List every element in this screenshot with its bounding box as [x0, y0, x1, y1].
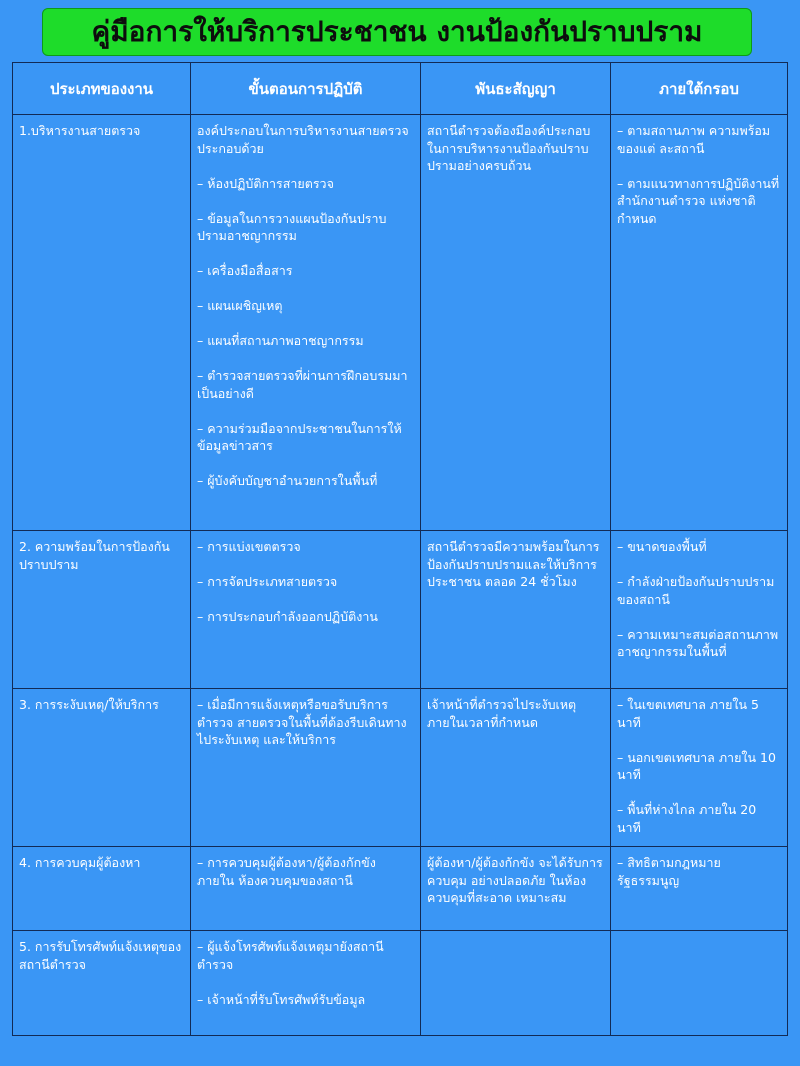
cell-text: 3. การระงับเหตุ/ให้บริการ: [19, 697, 159, 712]
cell-work-type: [13, 847, 191, 931]
cell-text: – เมื่อมีการแจ้งเหตุหรือขอรับบริการตำรวจ สายตรวจในพื้นที่ต้องรีบเดินทางไประงับเหตุ และให้บริการ: [197, 697, 407, 747]
cell-text: – การจัดประเภทสายตรวจ: [197, 574, 338, 589]
cell-text: – ห้องปฏิบัติการสายตรวจ: [197, 175, 334, 191]
cell-text: ผู้ต้องหา/ผู้ต้องกักขัง จะได้รับการควบคุม อย่างปลอดภัย ในห้องควบคุมที่สะอาด เหมาะสม: [427, 855, 603, 905]
cell-commitment: [421, 531, 611, 689]
cell-procedure: [191, 689, 421, 847]
service-manual-table: [12, 62, 788, 1036]
cell-framework: [611, 115, 788, 531]
cell-text: – ผู้บังคับบัญชาอำนวยการในพื้นที่: [197, 473, 378, 488]
cell-framework: [611, 531, 788, 689]
cell-text: – นอกเขตเทศบาล ภายใน 10 นาที: [617, 749, 776, 782]
cell-text: – ตามแนวทางการปฏิบัติงานที่ สำนักงานตำรวจ แห่งชาติกำหนด: [617, 175, 780, 226]
table-row: [13, 689, 788, 847]
cell-text: – ความร่วมมือจากประชาชนในการให้ข้อมูลข่าวสาร: [197, 420, 402, 453]
header-commitment: พันธะสัญญา: [421, 63, 611, 115]
cell-commitment: [421, 847, 611, 931]
cell-text: – ในเขตเทศบาล ภายใน 5 นาที: [617, 697, 759, 730]
cell-text: – เครื่องมือสื่อสาร: [197, 263, 293, 278]
table-row: [13, 531, 788, 689]
cell-work-type: [13, 115, 191, 531]
cell-work-type: [13, 931, 191, 1036]
cell-commitment: [421, 115, 611, 531]
cell-text: – ความเหมาะสมต่อสถานภาพ อาชญากรรมในพื้นที่: [617, 626, 779, 659]
table-row: [13, 115, 788, 531]
cell-text: – ตำรวจสายตรวจที่ผ่านการฝึกอบรมมาเป็นอย่างดี: [197, 368, 408, 401]
cell-text: – พื้นที่ห่างไกล ภายใน 20 นาที: [617, 802, 757, 835]
cell-text: – การควบคุมผู้ต้องหา/ผู้ต้องกักขัง ภายใน ห้องควบคุมของสถานี: [197, 855, 376, 888]
cell-commitment: [421, 931, 611, 1036]
header-work-type: ประเภทของงาน: [13, 63, 191, 115]
cell-framework: [611, 847, 788, 931]
cell-text: เจ้าหน้าที่ตำรวจไประงับเหตุภายในเวลาที่กำหนด: [427, 697, 577, 730]
table-row: [13, 847, 788, 931]
title-banner: [42, 8, 752, 56]
cell-text: 4. การควบคุมผู้ต้องหา: [19, 855, 141, 870]
cell-framework: [611, 931, 788, 1036]
cell-work-type: [13, 689, 191, 847]
cell-text: – กำลังฝ่ายป้องกันปราบปรามของสถานี: [617, 574, 775, 607]
cell-text: – การแบ่งเขตตรวจ: [197, 539, 301, 554]
cell-text: 1.บริหารงานสายตรวจ: [19, 123, 141, 138]
header-framework: ภายใต้กรอบ: [611, 63, 788, 115]
cell-text: สถานีตำรวจมีความพร้อมในการป้องกันปราบปรามและให้บริการประชาชน ตลอด 24 ชั่วโมง: [427, 539, 600, 589]
cell-text: – ผู้แจ้งโทรศัพท์แจ้งเหตุมายังสถานีตำรวจ: [197, 939, 384, 972]
cell-text: – การประกอบกำลังออกปฏิบัติงาน: [197, 609, 378, 624]
cell-text: สถานีตำรวจต้องมีองค์ประกอบในการบริหารงานป้องกันปราบปรามอย่างครบถ้วน: [427, 123, 591, 173]
page-title: คู่มือการให้บริการประชาชน งานป้องกันปราบปราม: [91, 15, 703, 48]
cell-procedure: [191, 931, 421, 1036]
cell-work-type: [13, 531, 191, 689]
cell-text: องค์ประกอบในการบริหารงานสายตรวจประกอบด้วย: [197, 123, 409, 156]
table-header-row: [13, 63, 788, 115]
cell-text: – แผนเผชิญเหตุ: [197, 298, 283, 313]
table-row: [13, 931, 788, 1036]
cell-text: – สิทธิตามกฎหมายรัฐธรรมนูญ: [617, 855, 721, 888]
cell-text: – เจ้าหน้าที่รับโทรศัพท์รับข้อมูล: [197, 991, 366, 1007]
cell-text: 2. ความพร้อมในการป้องกันปราบปราม: [19, 539, 170, 572]
cell-text: – ตามสถานภาพ ความพร้อมของแต่ ละสถานี: [617, 123, 771, 156]
cell-text: – ข้อมูลในการวางแผนป้องกันปราบปรามอาชญากรรม: [197, 210, 387, 243]
cell-text: 5. การรับโทรศัพท์แจ้งเหตุของสถานีตำรวจ: [19, 939, 182, 972]
cell-procedure: [191, 847, 421, 931]
cell-text: – ขนาดของพื้นที่: [617, 539, 707, 554]
cell-commitment: [421, 689, 611, 847]
header-procedure: ขั้นตอนการปฏิบัติ: [191, 63, 421, 115]
cell-procedure: [191, 115, 421, 531]
cell-procedure: [191, 531, 421, 689]
cell-framework: [611, 689, 788, 847]
cell-text: – แผนที่สถานภาพอาชญากรรม: [197, 333, 364, 348]
